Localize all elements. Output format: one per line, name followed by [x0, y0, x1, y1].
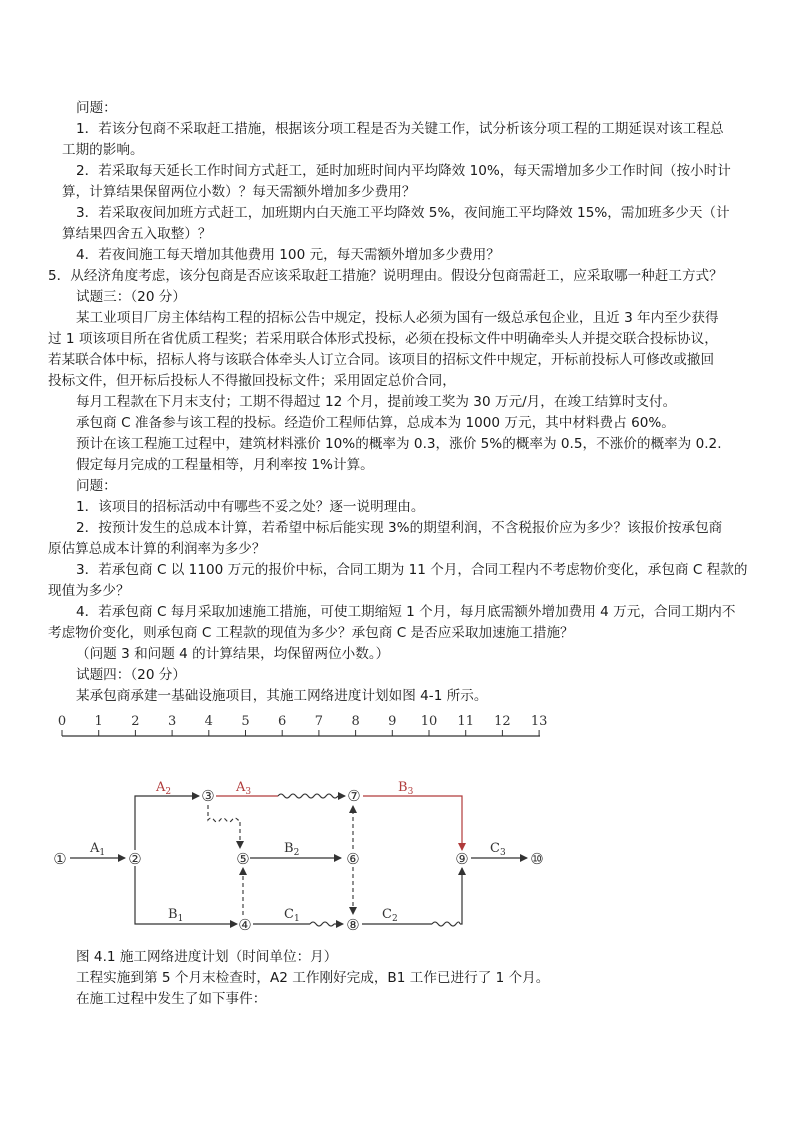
- text-line: 某承包商承建一基础设施项目，其施工网络进度计划如图 4-1 所示。: [76, 688, 488, 704]
- time-scale-label: 8: [351, 714, 360, 729]
- node-3: ③: [201, 787, 215, 805]
- time-scale-label: 11: [457, 714, 474, 729]
- node-5: ⑤: [236, 850, 250, 868]
- time-scale-label: 0: [57, 714, 67, 729]
- dummy-3-to-5: [208, 805, 240, 848]
- text-line: 1．该项目的招标活动中有哪些不妥之处？逐一说明理由。: [76, 499, 425, 515]
- text-line: 算结果四舍五入取整）？: [62, 226, 212, 242]
- text-line: 假定每月完成的工程量相等，月利率按 1%计算。: [76, 457, 374, 473]
- node-8: ⑧: [346, 916, 360, 934]
- text-line: 工程实施到第 5 个月末检查时，A2 工作刚好完成，B1 工作已进行了 1 个月。: [76, 970, 550, 986]
- text-line: 承包商 C 准备参与该工程的投标。经造价工程师估算，总成本为 1000 万元，其中材料费占 60%。: [76, 415, 675, 431]
- time-scale-label: 3: [167, 714, 177, 729]
- activity-a3-free-float-wave: [278, 794, 338, 798]
- question-heading: 问题：: [76, 478, 117, 494]
- node-9: ⑨: [455, 850, 469, 868]
- time-scale: [58, 714, 548, 736]
- activity-c2-arrow-up: [460, 868, 462, 924]
- text-line: 每月工程款在下月末支付；工期不得超过 12 个月，提前竣工奖为 30 万元/月，在竣工结算时支付。: [76, 394, 677, 410]
- text-line: 4．若夜间施工每天增加其他费用 100 元，每天需额外增加多少费用？: [76, 247, 500, 263]
- label-c1: $C_1$: [284, 907, 300, 924]
- node-7: ⑦: [347, 787, 361, 805]
- node-6: ⑥: [346, 850, 360, 868]
- time-scale-label: 13: [530, 714, 548, 729]
- text-line: 投标文件，但开标后投标人不得撤回投标文件；采用固定总价合同，: [48, 373, 456, 389]
- time-scale-label: 5: [241, 714, 250, 729]
- label-b2: $B_2$: [284, 841, 300, 858]
- text-line: 现值为多少？: [48, 583, 130, 599]
- time-scale-label: 1: [94, 714, 103, 729]
- time-scale-label: 9: [388, 714, 397, 729]
- text-line: 2．按预计发生的总成本计算，若希望中标后能实现 3%的期望利润，不含税报价应为多少？该报价按承包商: [76, 520, 723, 536]
- label-a3: $A_3$: [236, 780, 252, 797]
- label-b1: $B_1$: [168, 907, 184, 924]
- time-scale-label: 4: [204, 714, 213, 729]
- activity-a2-arrow: [135, 796, 199, 850]
- time-scale-label: 12: [494, 714, 511, 729]
- node-10: ⑩: [530, 850, 544, 868]
- text-line: 过 1 项该项目所在省优质工程奖；若采用联合体形式投标，必须在投标文件中明确牵头人并提交联合投标协议，: [48, 331, 718, 347]
- label-c2: $C_2$: [382, 907, 398, 924]
- text-line: 3．若采取夜间加班方式赶工，加班期内白天施工平均降效 5%，夜间施工平均降效 15%，需加班多少天（计: [76, 205, 730, 221]
- text-line: 若某联合体中标，招标人将与该联合体牵头人订立合同。该项目的招标文件中规定，开标前投标人可修改或撤回: [48, 352, 715, 368]
- section-heading-3: 试题三：（20 分）: [76, 289, 186, 305]
- section-heading-4: 试题四：（20 分）: [76, 667, 186, 683]
- text-line: 1．若该分包商不采取赶工措施，根据该分项工程是否为关键工作，试分析该分项工程的工期延误对该工程总: [76, 121, 724, 137]
- text-line: 考虑物价变化，则承包商 C 工程款的现值为多少？承包商 C 是否应采取加速施工措施？: [48, 625, 574, 641]
- activity-b1-arrow: [135, 866, 237, 924]
- time-scale-label: 7: [314, 714, 324, 729]
- node-1: ①: [53, 850, 67, 868]
- text-line: 5．从经济角度考虑，该分包商是否应该采取赶工措施？说明理由。假设分包商需赶工，应采取哪一种赶工方式？: [48, 268, 723, 284]
- label-c3: $C_3$: [490, 841, 506, 858]
- text-line: 某工业项目厂房主体结构工程的招标公告中规定，投标人必须为国有一级总承包企业，且近 3 年内至少获得: [76, 310, 719, 326]
- text-line: 工期的影响。: [62, 142, 144, 158]
- label-a2: $A_2$: [156, 780, 172, 797]
- text-line: 原估算总成本计算的利润率为多少？: [48, 541, 266, 557]
- question-heading: 问题：: [76, 100, 117, 116]
- text-line: 预计在该工程施工过程中，建筑材料涨价 10%的概率为 0.3，涨价 5%的概率为 0.5，不涨价的概率为 0.2.: [76, 436, 722, 452]
- text-line: （问题 3 和问题 4 的计算结果，均保留两位小数。）: [76, 646, 390, 662]
- label-a1: $A_1$: [90, 841, 106, 858]
- time-scale-label: 6: [278, 714, 287, 729]
- network-schedule-diagram: [40, 708, 570, 940]
- activity-c1-free-float-wave: [310, 922, 334, 926]
- text-line: 在施工过程中发生了如下事件：: [76, 991, 267, 1007]
- activity-c2-free-float-wave: [432, 922, 460, 926]
- label-b3: $B_3$: [398, 780, 414, 797]
- text-line: 4．若承包商 C 每月采取加速施工措施，可使工期缩短 1 个月，每月底需额外增加费用 4 万元，合同工期内不: [76, 604, 736, 620]
- figure-caption: 图 4.1 施工网络进度计划（时间单位：月）: [76, 949, 338, 965]
- text-line: 算，计算结果保留两位小数）？每天需额外增加多少费用？: [62, 184, 416, 200]
- text-line: 3．若承包商 C 以 1100 万元的报价中标，合同工期为 11 个月，合同工程内不考虑物价变化，承包商 C 程款的: [76, 562, 748, 578]
- time-scale-label: 2: [131, 714, 140, 729]
- activity-b3-arrow: [363, 796, 462, 850]
- text-line: 2．若采取每天延长工作时间方式赶工，延时加班时间内平均降效 10%，每天需增加多少工作时间（按小时计: [76, 163, 731, 179]
- node-2: ②: [128, 850, 142, 868]
- time-scale-label: 10: [420, 714, 438, 729]
- node-4: ④: [238, 916, 252, 934]
